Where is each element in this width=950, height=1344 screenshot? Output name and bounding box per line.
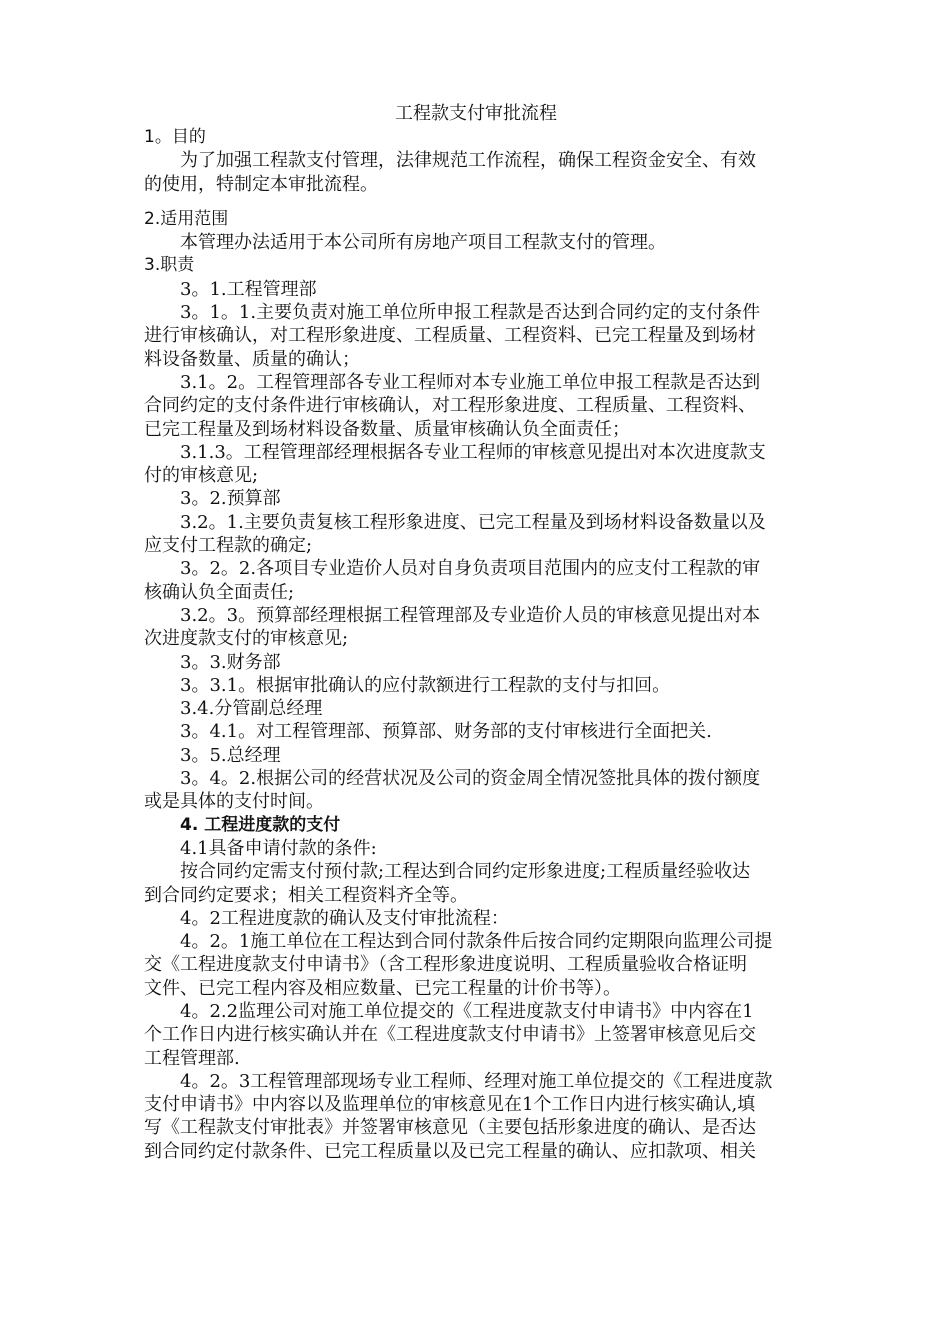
paragraph-line: 付的审核意见; — [144, 465, 259, 487]
paragraph-line: 到合同约定付款条件、已完工程质量以及已完工程量的确认、应扣款项、相关 — [144, 1140, 756, 1162]
paragraph-line: 3.2。3。预算部经理根据工程管理部及专业造价人员的审核意见提出对本 — [180, 604, 761, 626]
paragraph-line: 应支付工程款的确定; — [144, 535, 313, 557]
paragraph-line: 3.1。2。工程管理部各专业工程师对本专业施工单位申报工程款是否达到 — [180, 371, 761, 393]
paragraph-line: 3.2。1.主要负责复核工程形象进度、已完工程量及到场材料设备数量以及 — [180, 511, 766, 533]
paragraph-line: 的使用，特制定本审批流程。 — [144, 173, 378, 195]
section-heading-scope: 2.适用范围 — [144, 208, 229, 229]
subsection-heading: 3。1.工程管理部 — [180, 278, 317, 300]
section-heading-payment: 4. 工程进度款的支付 — [180, 814, 341, 835]
paragraph-line: 写《工程款支付审批表》并签署审核意见（主要包括形象进度的确认、是否达 — [144, 1117, 756, 1139]
paragraph-line: 料设备数量、质量的确认； — [144, 348, 360, 370]
paragraph-line: 3。2。2.各项目专业造价人员对自身负责项目范围内的应支付工程款的审 — [180, 558, 761, 580]
paragraph-line: 4。2.2监理公司对施工单位提交的《工程进度款支付申请书》中内容在1 — [180, 1000, 754, 1022]
paragraph-line: 3。4。2.根据公司的经营状况及公司的资金周全情况签批具体的拨付额度 — [180, 768, 761, 790]
subsection-heading: 3。5.总经理 — [180, 744, 281, 766]
paragraph-line: 3.1.3。工程管理部经理根据各专业工程师的审核意见提出对本次进度款支 — [180, 441, 766, 463]
paragraph-line: 个工作日内进行核实确认并在《工程进度款支付申请书》上签署审核意见后交 — [144, 1024, 756, 1046]
paragraph-line: 支付申请书》中内容以及监理单位的审核意见在1个工作日内进行核实确认,填 — [144, 1094, 756, 1116]
paragraph-line: 4。2。3工程管理部现场专业工程师、经理对施工单位提交的《工程进度款 — [180, 1070, 773, 1092]
paragraph-line: 或是具体的支付时间。 — [144, 791, 324, 813]
subsection-heading: 3。2.预算部 — [180, 488, 281, 510]
paragraph-line: 3。3.1。根据审批确认的应付款额进行工程款的支付与扣回。 — [180, 674, 671, 696]
document-title: 工程款支付审批流程 — [395, 103, 557, 124]
paragraph-line: 次进度款支付的审核意见; — [144, 628, 349, 650]
document-page — [144, 102, 808, 1163]
paragraph-line: 为了加强工程款支付管理，法律规范工作流程，确保工程资金安全、有效 — [180, 150, 756, 172]
paragraph-line: 交《工程进度款支付申请书》（含工程形象进度说明、工程质量验收合格证明 — [144, 954, 747, 976]
paragraph-line: 4。2。1施工单位在工程达到合同付款条件后按合同约定期限向监理公司提 — [180, 931, 773, 953]
paragraph-line: 核确认负全面责任; — [144, 581, 295, 603]
paragraph-line: 进行审核确认，对工程形象进度、工程质量、工程资料、已完工程量及到场材 — [144, 325, 756, 347]
subsection-heading: 4.1具备申请付款的条件: — [180, 837, 377, 859]
section-heading-duties: 3.职责 — [144, 255, 195, 276]
paragraph-line: 合同约定的支付条件进行审核确认，对工程形象进度、工程质量、工程资料、 — [144, 395, 756, 417]
paragraph-line: 已完工程量及到场材料设备数量、质量审核确认负全面责任； — [144, 418, 630, 440]
paragraph-line: 到合同约定要求；相关工程资料齐全等。 — [144, 884, 468, 906]
subsection-heading: 4。2工程进度款的确认及支付审批流程： — [180, 907, 509, 929]
subsection-heading: 3。3.财务部 — [180, 651, 281, 673]
paragraph-line: 3。1。1.主要负责对施工单位所申报工程款是否达到合同约定的支付条件 — [180, 302, 761, 324]
section-heading-purpose: 1。目的 — [144, 127, 206, 147]
paragraph-line: 文件、已完工程内容及相应数量、已完工程量的计价书等）。 — [144, 977, 621, 999]
paragraph-line: 本管理办法适用于本公司所有房地产项目工程款支付的管理。 — [180, 232, 666, 254]
paragraph-line: 按合同约定需支付预付款;工程达到合同约定形象进度;工程质量经验收达 — [180, 861, 751, 883]
paragraph-line: 工程管理部. — [144, 1047, 240, 1069]
paragraph-line: 3。4.1。对工程管理部、预算部、财务部的支付审核进行全面把关. — [180, 721, 712, 743]
subsection-heading: 3.4.分管副总经理 — [180, 698, 323, 720]
